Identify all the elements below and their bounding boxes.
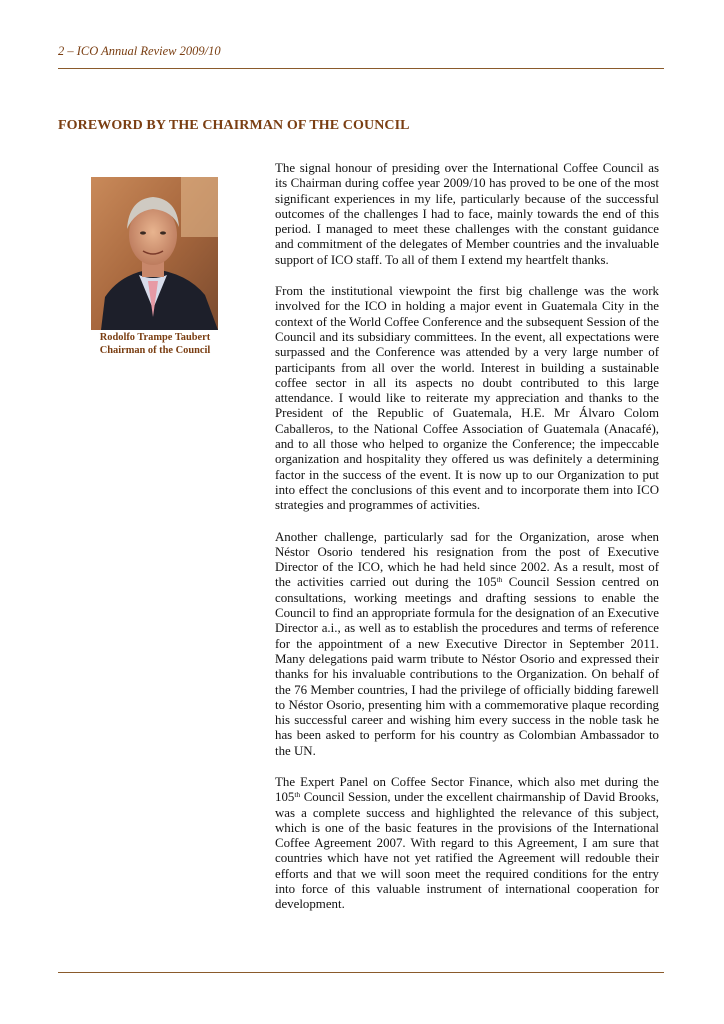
paragraph-text: Council Session centred on consultations, working meetings and drafting sessions to enable the Council to find an appropriate formula for the designation of an Executive Director a.i., as well as to establish the procedures and terms of reference for the appointment of a new Executive Director in September 2011. Many delegations paid warm tribute to Néstor Osorio and expressed their thanks for his invaluable contributions to the Organization. On behalf of the 76 Member countries, I had the privilege of officially bidding farewell to Néstor Osorio, presenting him with a commemorative plaque recording his successful career and wishing him every success in the noble task he has been asked to perform for his country as Colombian Ambassador to the UN.	[275, 575, 659, 758]
photo-caption	[70, 331, 240, 357]
caption-role: Chairman of the Council	[99, 345, 211, 356]
paragraph	[275, 530, 659, 759]
paragraph-text: Another challenge, particularly sad for the Organization, arose when Néstor Osorio tendered his resignation from the post of Executive Director of the ICO, which he had held since 2002. As a result, most of the activities carried out during the 105	[275, 529, 659, 590]
page-title: FOREWORD BY THE CHAIRMAN OF THE COUNCIL	[58, 118, 410, 133]
paragraph-text: The Expert Panel on Coffee Sector Finance, which also met during the 105	[275, 774, 659, 805]
foreword-body	[275, 161, 659, 929]
paragraph: From the institutional viewpoint the first big challenge was the work involved for the ICO in holding a major event in Guatemala City in the context of the World Coffee Conference and the subsequent Session of the Council and its subsidiary committees. In the event, all expectations were surpassed and the Conference was attended by a very large number of participants from all over the world. Interest in building a sustainable coffee sector in all its aspects no doubt contributed to this large attendance. I would like to reiterate my appreciation and thanks to the President of the Republic of Guatemala, H.E. Mr Álvaro Colom Caballeros, to the National Coffee Association of Guatemala (Anacafé), and to all those who helped to organize the Conference; the impeccable organization and hospitality they offered us was definitely a determining factor in the success of the event. It is now up to our Organization to put into effect the conclusions of this event and to incorporate them into ICO strategies and programmes of activities.	[275, 284, 659, 513]
header-rule	[58, 68, 664, 69]
running-header: 2 – ICO Annual Review 2009/10	[58, 44, 221, 58]
ordinal-superscript: th	[496, 575, 503, 585]
ordinal-superscript: th	[294, 790, 301, 800]
chairman-photo	[91, 177, 218, 330]
paragraph: The signal honour of presiding over the International Coffee Council as its Chairman during coffee year 2009/10 has proved to be one of the most significant experiences in my life, particularly because of the successful outcomes of the challenges I had to face, mainly towards the end of this period. I managed to meet these challenges with the constant guidance and commitment of the delegates of Member countries and the invaluable support of ICO staff. To all of them I extend my heartfelt thanks.	[275, 161, 659, 267]
caption-name: Rodolfo Trampe Taubert	[99, 332, 211, 343]
paragraph	[275, 775, 659, 913]
footer-rule	[58, 972, 664, 973]
paragraph-text: Council Session, under the excellent chairmanship of David Brooks, was a complete success and highlighted the relevance of this subject, which is one of the basic features in the provisions of the International Coffee Agreement 2007. With regard to this Agreement, I am sure that countries which have not yet ratified the Agreement will redouble their efforts and that we will soon meet the required conditions for the entry into force of this valuable instrument of international cooperation for development.	[275, 790, 659, 912]
